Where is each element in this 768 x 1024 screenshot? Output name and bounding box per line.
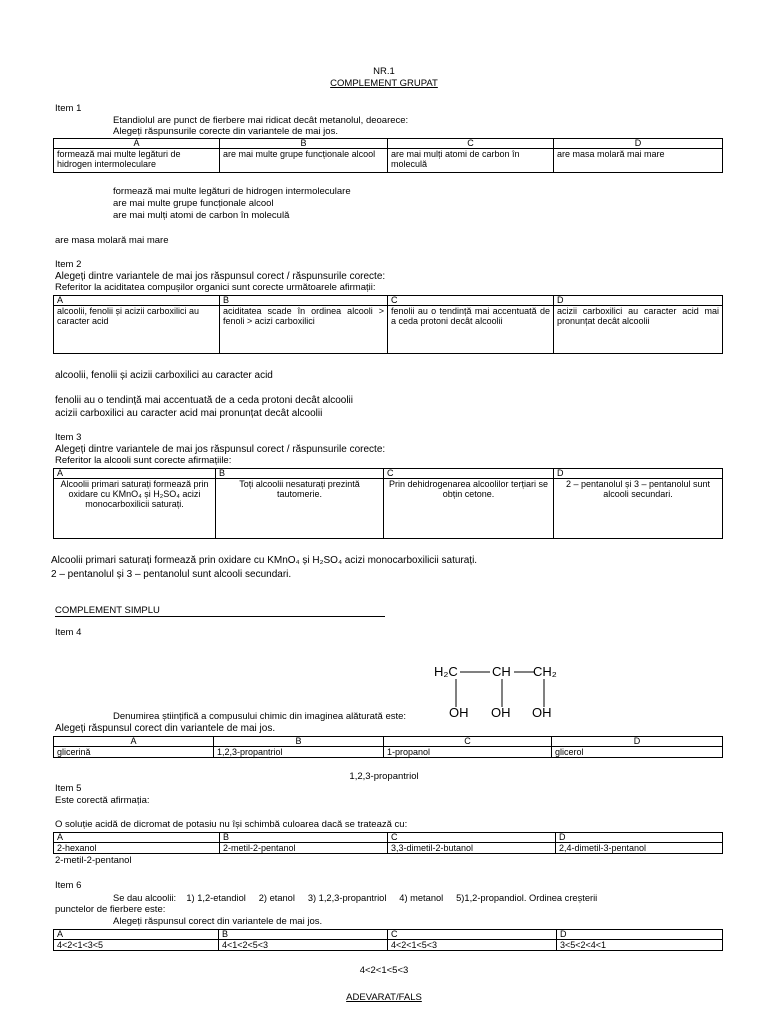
item1-letter-a: A: [54, 139, 220, 149]
item3-answer-1: Alcoolii primari saturați formează prin oxidare cu KMnO₄ și H₂SO₄ acizi monocarboxilicii saturați.: [51, 555, 478, 566]
item3-question: Referitor la alcooli sunt corecte afirmațiile:: [55, 455, 232, 466]
item1-answer-2: are mai multe grupe funcționale alcool: [113, 198, 274, 209]
item6-option-a: 4<2<1<3<5: [54, 940, 219, 951]
item5-option-b: 2-metil-2-pentanol: [220, 843, 388, 854]
item4-option-a: glicerină: [54, 747, 214, 758]
section-title-adevarat-fals: [0, 993, 768, 1004]
item2-instruction: Alegeți dintre variantele de mai jos răspunsul corect / răspunsurile corecte:: [55, 271, 386, 282]
item2-answer-1: alcoolii, fenolii și acizii carboxilici au caracter acid: [55, 370, 273, 381]
item6-letter-a: A: [54, 930, 219, 940]
item4-letter-c: C: [384, 737, 552, 747]
item3-letter-a: A: [54, 469, 216, 479]
item6-option-d: 3<5<2<4<1: [557, 940, 723, 951]
item2-letter-a: A: [54, 296, 220, 306]
item5-label: Item 5: [55, 783, 82, 794]
section-title-adevarat-fals-text: ADEVARAT/FALS: [346, 992, 422, 1003]
document-number: NR.1: [373, 66, 395, 77]
item6-instruction: Alegeți răspunsul corect din variantele de mai jos.: [113, 916, 323, 927]
item4-table: [53, 736, 723, 758]
item5-letter-d: D: [556, 833, 723, 843]
section-title-grupat: [0, 79, 768, 90]
item5-option-c: 3,3-dimetil-2-butanol: [388, 843, 556, 854]
item4-option-b: 1,2,3-propantriol: [214, 747, 384, 758]
structure-c2-label: CH: [492, 664, 511, 679]
item6-answer: 4<2<1<5<3: [359, 965, 409, 976]
item6-question-line2: punctelor de fierbere este:: [55, 904, 166, 915]
item2-option-d: acizii carboxilici au caracter acid mai pronunțat decât alcoolii: [554, 306, 723, 354]
item3-answer-2: 2 – pentanolul și 3 – pentanolul sunt alcooli secundari.: [51, 569, 292, 580]
item3-letter-c: C: [384, 469, 554, 479]
structure-c1-label: H₂C: [434, 664, 458, 679]
item2-letter-b: B: [220, 296, 388, 306]
item1-option-b: are mai multe grupe funcționale alcool: [220, 149, 388, 173]
item5-letter-b: B: [220, 833, 388, 843]
item2-letter-c: C: [388, 296, 554, 306]
item3-option-c: Prin dehidrogenarea alcoolilor terțiari se obțin cetone.: [384, 479, 554, 539]
item1-option-c: are mai mulți atomi de carbon în moleculă: [388, 149, 554, 173]
section-title-grupat-text: COMPLEMENT GRUPAT: [330, 78, 438, 89]
item1-answer-3: are mai mulți atomi de carbon în moleculă: [113, 210, 290, 221]
item6-table: [53, 929, 723, 951]
item4-question: Denumirea științifică a compusului chimic din imaginea alăturată este:: [113, 711, 407, 722]
item1-option-d: are masa molară mai mare: [554, 149, 723, 173]
item4-option-d: glicerol: [552, 747, 723, 758]
item6-question-line1: Se dau alcoolii: 1) 1,2-etandiol 2) etanol 3) 1,2,3-propantriol 4) metanol 5)1,2-propandiol. Ordinea creșterii: [113, 893, 598, 903]
item5-option-d: 2,4-dimetil-3-pentanol: [556, 843, 723, 854]
item3-instruction: Alegeți dintre variantele de mai jos răspunsul corect / răspunsurile corecte:: [55, 444, 386, 455]
item3-letter-b: B: [216, 469, 384, 479]
item4-label: Item 4: [55, 627, 82, 638]
item6-label: Item 6: [55, 880, 82, 891]
item4-letter-d: D: [552, 737, 723, 747]
item5-table: [53, 832, 723, 854]
structure-oh2-label: OH: [491, 705, 511, 720]
item5-option-a: 2-hexanol: [54, 843, 220, 854]
item3-option-a: Alcoolii primari saturați formează prin oxidare cu KMnO₄ și H₂SO₄ acizi monocarboxilicii saturați.: [54, 479, 216, 539]
item6-option-b: 4<1<2<5<3: [219, 940, 388, 951]
structure-oh3-label: OH: [532, 705, 552, 720]
item6-option-c: 4<2<1<5<3: [388, 940, 557, 951]
item1-letter-c: C: [388, 139, 554, 149]
item3-label: Item 3: [55, 432, 82, 443]
item1-answer-4: are masa molară mai mare: [55, 235, 169, 246]
item3-option-b: Toți alcoolii nesaturați prezintă tautomerie.: [216, 479, 384, 539]
item1-label: Item 1: [55, 103, 82, 114]
item3-option-d: 2 – pentanolul și 3 – pentanolul sunt alcooli secundari.: [554, 479, 723, 539]
item1-instruction: Alegeți răspunsurile corecte din variantele de mai jos.: [113, 126, 338, 137]
item6-letter-d: D: [557, 930, 723, 940]
item4-letter-b: B: [214, 737, 384, 747]
item2-letter-d: D: [554, 296, 723, 306]
item3-letter-d: D: [554, 469, 723, 479]
item2-answer-3: acizii carboxilici au caracter acid mai pronunțat decât alcoolii: [55, 408, 323, 419]
item1-option-a: formează mai multe legături de hidrogen intermoleculare: [54, 149, 220, 173]
section-title-simplu: COMPLEMENT SIMPLU: [55, 605, 160, 616]
item2-option-a: alcoolii, fenolii și acizii carboxilici au caracter acid: [54, 306, 220, 354]
item5-intro: Este corectă afirmația:: [55, 795, 150, 806]
item2-answer-2: fenolii au o tendință mai accentuată de a ceda protoni decât alcoolii: [55, 395, 353, 406]
structure-oh1-label: OH: [449, 705, 469, 720]
item2-question: Referitor la aciditatea compușilor organici sunt corecte următoarele afirmații:: [55, 282, 376, 293]
item1-letter-b: B: [220, 139, 388, 149]
section-title-simplu-underline: [55, 616, 385, 617]
item5-question: O soluție acidă de dicromat de potasiu nu își schimbă culoarea dacă se tratează cu:: [55, 819, 408, 830]
item4-letter-a: A: [54, 737, 214, 747]
item4-answer: 1,2,3-propantriol: [349, 771, 419, 782]
item4-instruction: Alegeți răspunsul corect din variantele de mai jos.: [55, 723, 276, 734]
structure-c3-label: CH₂: [533, 664, 557, 679]
item1-answer-1: formează mai multe legături de hidrogen intermoleculare: [113, 186, 351, 197]
item4-option-c: 1-propanol: [384, 747, 552, 758]
item2-option-c: fenolii au o tendință mai accentuată de a ceda protoni decât alcoolii: [388, 306, 554, 354]
item2-table: [53, 295, 723, 354]
item1-question: Etandiolul are punct de fierbere mai ridicat decât metanolul, deoarece:: [113, 115, 409, 126]
item2-option-b: aciditatea scade în ordinea alcooli > fenoli > acizi carboxilici: [220, 306, 388, 354]
item5-letter-a: A: [54, 833, 220, 843]
item1-letter-d: D: [554, 139, 723, 149]
item1-table: [53, 138, 723, 173]
item3-table: [53, 468, 723, 539]
item6-letter-c: C: [388, 930, 557, 940]
item5-letter-c: C: [388, 833, 556, 843]
item2-label: Item 2: [55, 259, 82, 270]
item6-letter-b: B: [219, 930, 388, 940]
item5-answer: 2-metil-2-pentanol: [55, 855, 132, 866]
